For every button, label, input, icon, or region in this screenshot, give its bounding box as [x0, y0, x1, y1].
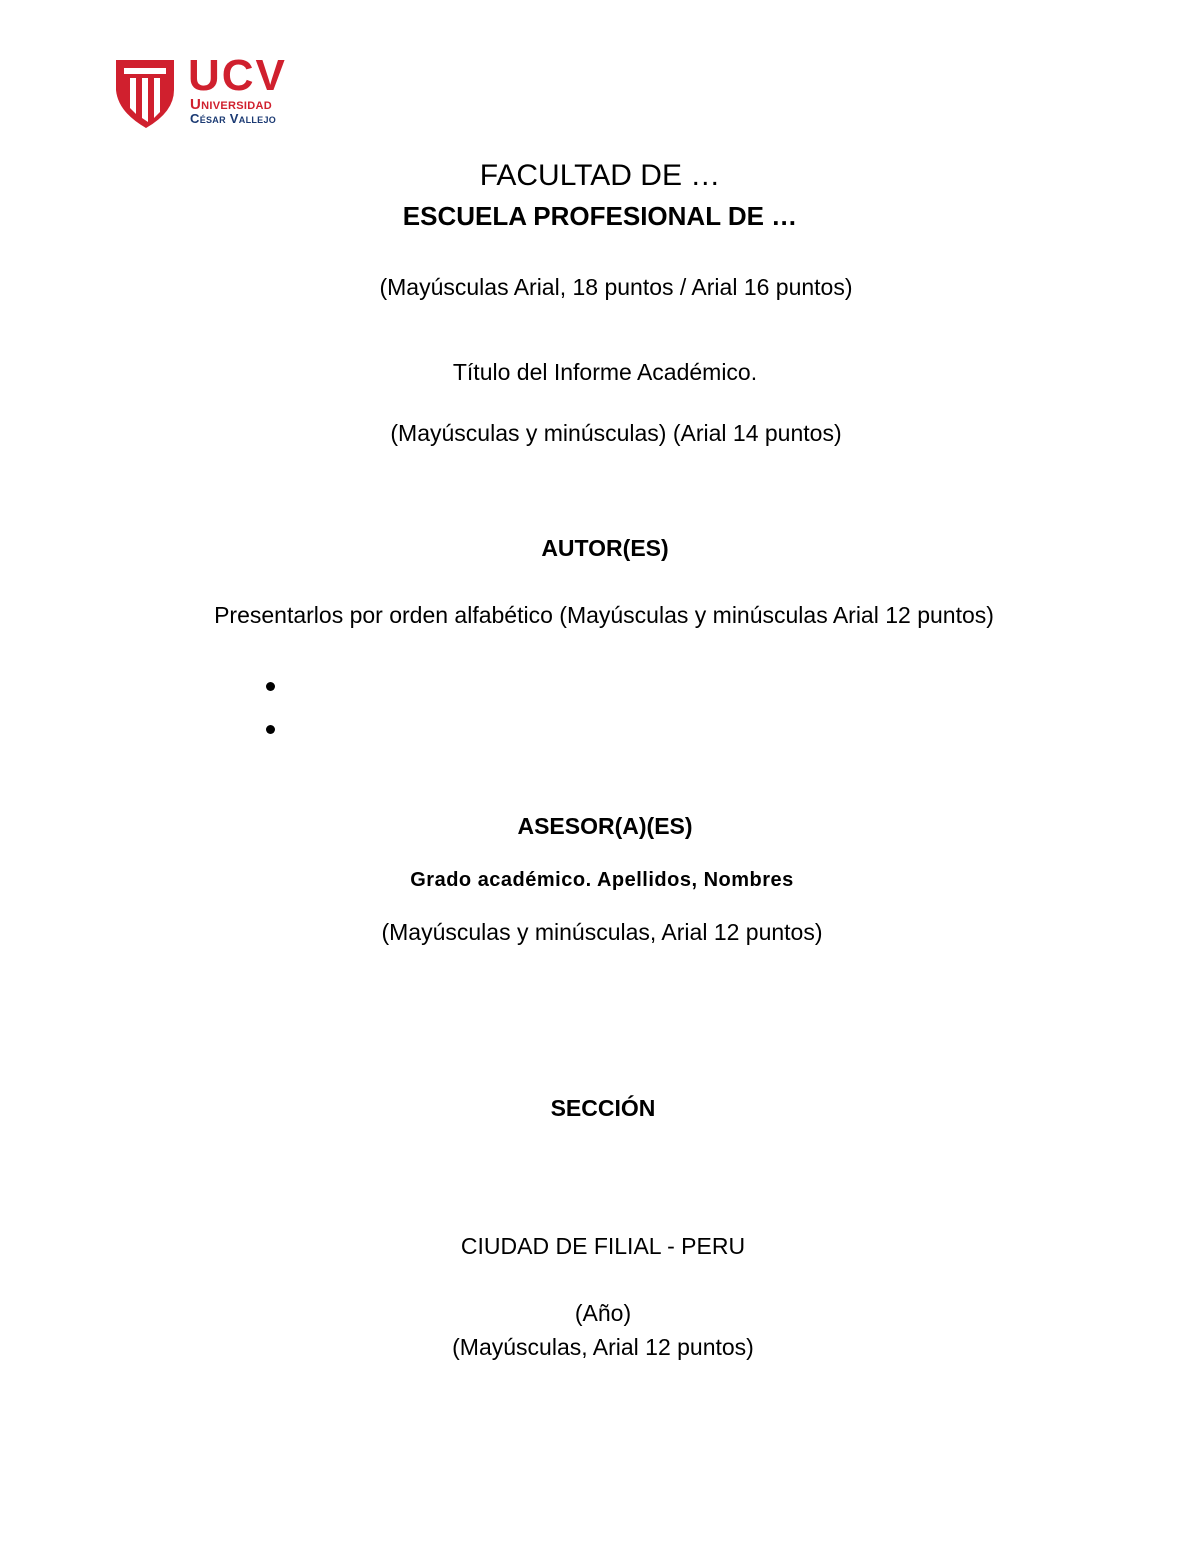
title-format-note: (Mayúsculas y minúsculas) (Arial 14 puntos) [390, 420, 842, 446]
advisor-format-note: (Mayúsculas y minúsculas, Arial 12 puntos) [381, 919, 823, 945]
city-line: CIUDAD DE FILIAL - PERU [460, 1233, 746, 1259]
footer-format-note: (Mayúsculas, Arial 12 puntos) [452, 1334, 754, 1360]
year-line: (Año) [574, 1300, 632, 1326]
logo-acronym: UCV [188, 51, 287, 100]
logo-line-2: César Vallejo [190, 111, 277, 126]
author-bullet-1 [266, 682, 275, 691]
logo-line-1: Universidad [190, 96, 272, 113]
school-heading: ESCUELA PROFESIONAL DE … [402, 201, 798, 231]
report-title: Título del Informe Académico. [452, 359, 758, 385]
advisor-heading: ASESOR(A)(ES) [517, 813, 693, 839]
faculty-heading: FACULTAD DE … [479, 159, 721, 192]
university-logo [114, 51, 287, 130]
advisor-name-format: Grado académico. Apellidos, Nombres [410, 869, 794, 891]
authors-instruction: Presentarlos por orden alfabético (Mayúsculas y minúsculas Arial 12 puntos) [214, 602, 994, 628]
ucv-shield-icon [114, 56, 178, 130]
section-heading: SECCIÓN [550, 1095, 656, 1121]
authors-heading: AUTOR(ES) [541, 535, 669, 561]
author-bullet-2 [266, 725, 275, 734]
header-format-note: (Mayúsculas Arial, 18 puntos / Arial 16 puntos) [379, 274, 853, 300]
